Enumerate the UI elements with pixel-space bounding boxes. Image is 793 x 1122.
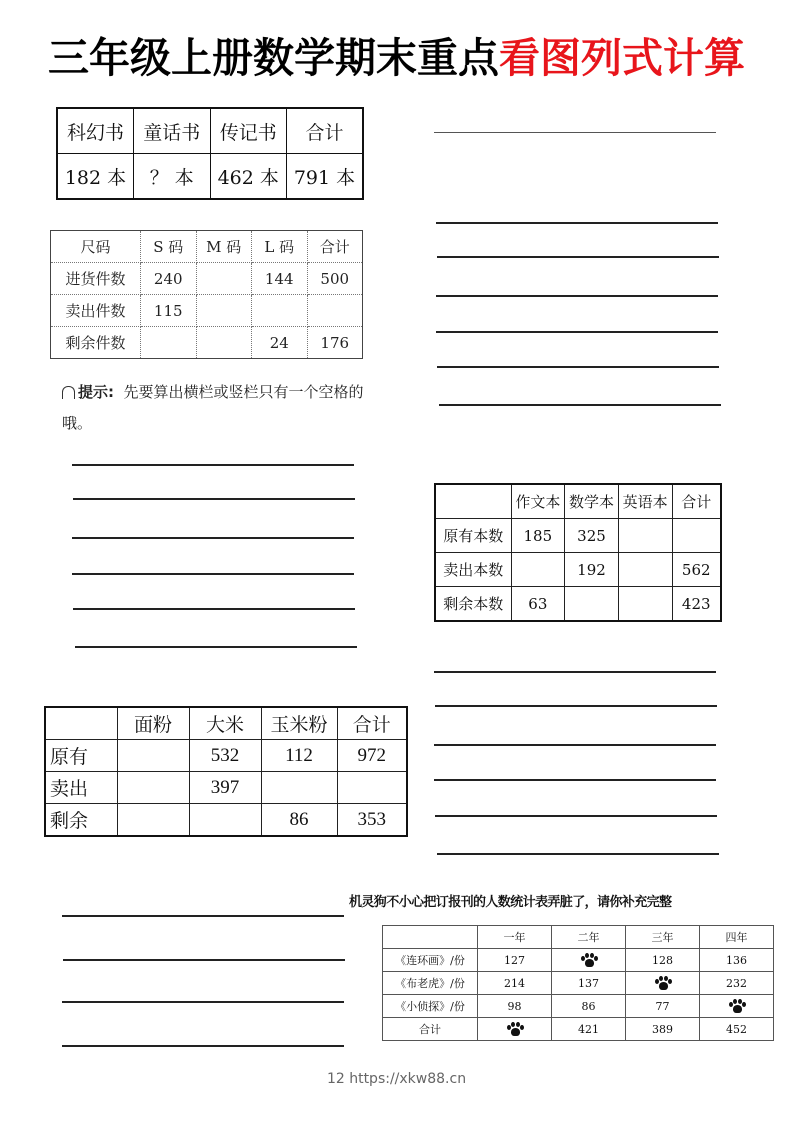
cell: 389 [626, 1018, 700, 1041]
cell [261, 772, 337, 804]
row-label: 原有 [45, 740, 117, 772]
row-label: 剩余本数 [435, 587, 511, 622]
row-label: 卖出 [45, 772, 117, 804]
answer-line[interactable] [436, 331, 718, 333]
value-cell: ？ 本 [134, 154, 211, 200]
cell: 63 [511, 587, 565, 622]
header-cell: 合计 [672, 484, 721, 519]
stained-cell [552, 949, 626, 972]
cell: 86 [552, 995, 626, 1018]
paw-print-icon [507, 1022, 523, 1036]
table-row [383, 1018, 774, 1041]
cell [618, 519, 672, 553]
cell [196, 263, 252, 295]
table-row [45, 804, 407, 837]
header-cell: 数学本 [565, 484, 619, 519]
cell [307, 295, 363, 327]
cell: 397 [189, 772, 261, 804]
header-cell [435, 484, 511, 519]
cell: 232 [700, 972, 774, 995]
row-label: 卖出件数 [51, 295, 141, 327]
header-cell: 合计 [287, 108, 364, 154]
header-cell: 大米 [189, 707, 261, 740]
table-row [435, 519, 721, 553]
paw-print-icon [655, 976, 671, 990]
cell: 112 [261, 740, 337, 772]
subscription-table [382, 925, 774, 1041]
cell: 144 [252, 263, 308, 295]
value-cell: 462 本 [210, 154, 287, 200]
books-table [56, 107, 364, 200]
table-row [383, 926, 774, 949]
cell [117, 740, 189, 772]
answer-line[interactable] [75, 646, 357, 648]
hint-label: 提示: [78, 383, 114, 401]
paw-print-icon [729, 999, 745, 1013]
paw-print-icon [581, 953, 597, 967]
header-cell: M 码 [196, 231, 252, 263]
table-row [45, 772, 407, 804]
stained-cell [700, 995, 774, 1018]
table-row [51, 231, 363, 263]
cell: 325 [565, 519, 619, 553]
cell: 185 [511, 519, 565, 553]
answer-line[interactable] [436, 295, 718, 297]
cell [189, 804, 261, 837]
cell [117, 804, 189, 837]
cell [618, 587, 672, 622]
answer-line[interactable] [439, 404, 721, 406]
table-row [383, 995, 774, 1018]
row-label: 《布老虎》/份 [383, 972, 478, 995]
cell [565, 587, 619, 622]
cell [672, 519, 721, 553]
cell: 562 [672, 553, 721, 587]
cell: 86 [261, 804, 337, 837]
cell [196, 295, 252, 327]
answer-line[interactable] [73, 608, 355, 610]
cell: 128 [626, 949, 700, 972]
value-cell: 182 本 [57, 154, 134, 200]
cell [337, 772, 407, 804]
value-cell: 791 本 [287, 154, 364, 200]
table-row [51, 327, 363, 359]
header-cell: L 码 [252, 231, 308, 263]
hint-text: 先要算出横栏或竖栏只有一个空格的哦。 [62, 383, 364, 432]
cell: 500 [307, 263, 363, 295]
cell: 214 [478, 972, 552, 995]
answer-line[interactable] [434, 779, 716, 781]
table-row [45, 740, 407, 772]
row-label: 《连环画》/份 [383, 949, 478, 972]
row-label: 进货件数 [51, 263, 141, 295]
page-footer: 12 https://xkw88.cn [326, 1071, 467, 1087]
header-cell: 科幻书 [57, 108, 134, 154]
cell: 176 [307, 327, 363, 359]
table-row [383, 972, 774, 995]
answer-line[interactable] [436, 222, 718, 224]
answer-line[interactable] [62, 1001, 344, 1003]
table-row [435, 553, 721, 587]
header-cell: 传记书 [210, 108, 287, 154]
cell: 353 [337, 804, 407, 837]
header-cell [383, 926, 478, 949]
answer-line[interactable] [62, 1045, 344, 1047]
page-title [0, 32, 793, 84]
cell: 192 [565, 553, 619, 587]
header-cell: 童话书 [134, 108, 211, 154]
answer-line[interactable] [437, 366, 719, 368]
cell: 423 [672, 587, 721, 622]
answer-line[interactable] [435, 815, 717, 817]
bell-icon [62, 386, 75, 399]
header-cell: 合计 [337, 707, 407, 740]
answer-line[interactable] [435, 705, 717, 707]
answer-line[interactable] [73, 498, 355, 500]
header-cell: 尺码 [51, 231, 141, 263]
answer-line[interactable] [434, 671, 716, 673]
table-row [435, 484, 721, 519]
title-red: 看图列式计算 [499, 34, 745, 82]
cell: 240 [141, 263, 197, 295]
answer-line[interactable] [62, 915, 344, 917]
table-row [51, 295, 363, 327]
table-row [51, 263, 363, 295]
cell [618, 553, 672, 587]
header-cell: 三年 [626, 926, 700, 949]
row-label: 原有本数 [435, 519, 511, 553]
table-row [435, 587, 721, 622]
row-label: 《小侦探》/份 [383, 995, 478, 1018]
cell: 115 [141, 295, 197, 327]
header-cell: 英语本 [618, 484, 672, 519]
notebooks-table [434, 483, 722, 622]
cell [117, 772, 189, 804]
row-label: 剩余件数 [51, 327, 141, 359]
cell: 77 [626, 995, 700, 1018]
cell: 24 [252, 327, 308, 359]
flour-table [44, 706, 408, 837]
stained-cell [626, 972, 700, 995]
stained-cell [478, 1018, 552, 1041]
cell [511, 553, 565, 587]
cell: 452 [700, 1018, 774, 1041]
cell: 136 [700, 949, 774, 972]
header-cell: 面粉 [117, 707, 189, 740]
cell: 532 [189, 740, 261, 772]
table-row [45, 707, 407, 740]
row-label: 卖出本数 [435, 553, 511, 587]
answer-line[interactable] [437, 853, 719, 855]
answer-line[interactable] [437, 256, 719, 258]
answer-line[interactable] [72, 464, 354, 466]
row-label: 合计 [383, 1018, 478, 1041]
sizes-table [50, 230, 363, 359]
answer-line[interactable] [434, 744, 716, 746]
header-cell: 合计 [307, 231, 363, 263]
table-row [57, 154, 363, 200]
row-label: 剩余 [45, 804, 117, 837]
cell: 421 [552, 1018, 626, 1041]
header-cell: 作文本 [511, 484, 565, 519]
table-row [383, 949, 774, 972]
subscription-note: 机灵狗不小心把订报刊的人数统计表弄脏了，请你补充完整 [349, 895, 672, 910]
cell [252, 295, 308, 327]
cell [196, 327, 252, 359]
hint-box [62, 377, 382, 439]
cell: 972 [337, 740, 407, 772]
answer-line[interactable] [72, 537, 354, 539]
answer-line[interactable] [63, 959, 345, 961]
header-cell: 玉米粉 [261, 707, 337, 740]
header-cell: 四年 [700, 926, 774, 949]
answer-line[interactable] [72, 573, 354, 575]
answer-line[interactable] [434, 132, 716, 133]
cell: 127 [478, 949, 552, 972]
cell: 137 [552, 972, 626, 995]
header-cell [45, 707, 117, 740]
title-black: 三年级上册数学期末重点 [48, 34, 499, 82]
table-row [57, 108, 363, 154]
header-cell: S 码 [141, 231, 197, 263]
header-cell: 一年 [478, 926, 552, 949]
cell: 98 [478, 995, 552, 1018]
header-cell: 二年 [552, 926, 626, 949]
cell [141, 327, 197, 359]
